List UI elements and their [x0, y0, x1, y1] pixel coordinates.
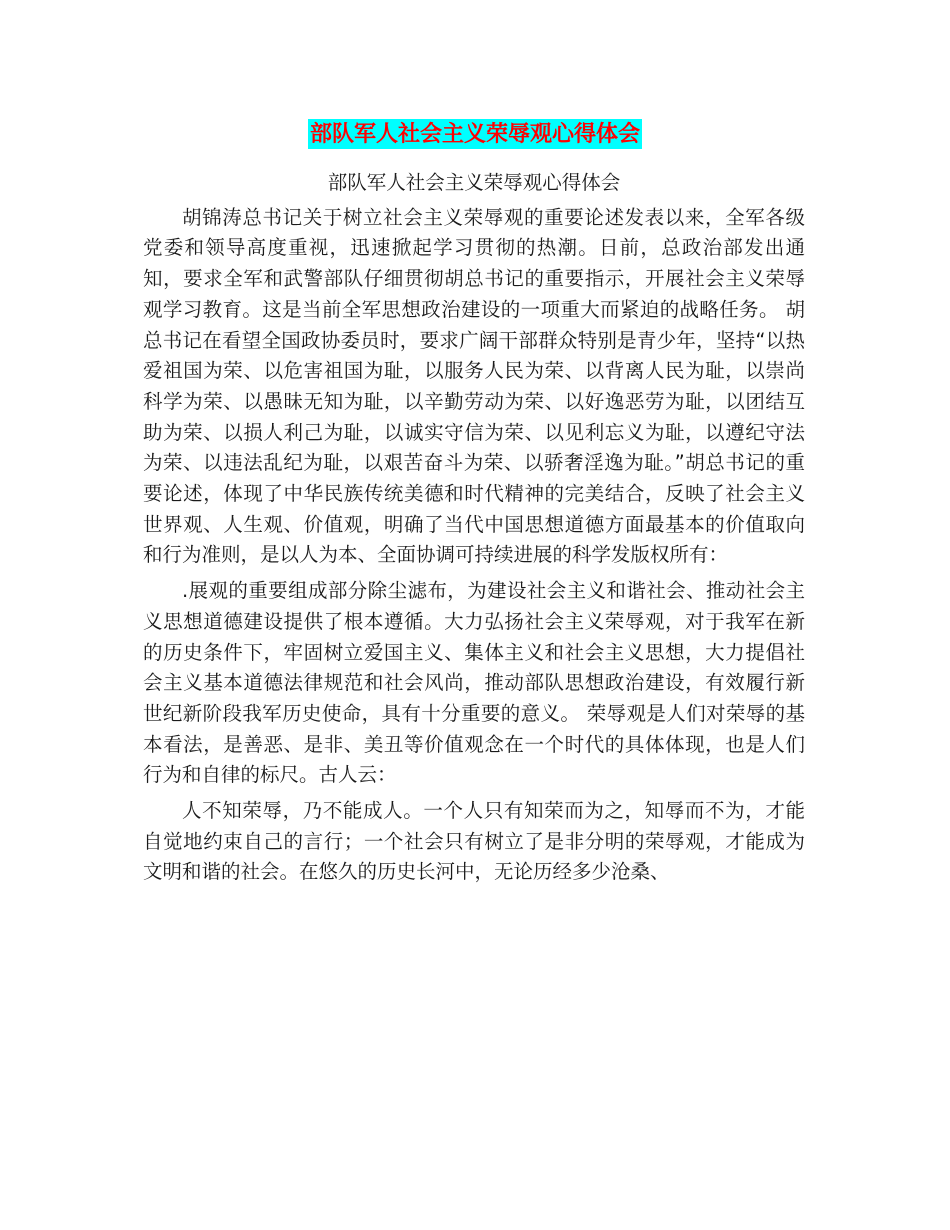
document-body	[143, 168, 805, 888]
body-paragraph: .展观的重要组成部分除尘滤布，为建设社会主义和谐社会、推动社会主义思想道德建设提供了根本遵循。大力弘扬社会主义荣辱观，对于我军在新的历史条件下，牢固树立爱国主义、集体主义和社会主义思想，大力提倡社会主义基本道德法律规范和社会风尚，推动部队思想政治建设，有效履行新世纪新阶段我军历史使命，具有十分重要的意义。 荣辱观是人们对荣辱的基本看法，是善恶、是非、美丑等价值观念在一个时代的具体体现，也是人们行为和自律的标尺。古人云：	[143, 579, 805, 787]
document-subtitle: 部队军人社会主义荣辱观心得体会	[327, 171, 621, 194]
document-title	[0, 112, 950, 149]
body-paragraph: 胡锦涛总书记关于树立社会主义荣辱观的重要论述发表以来，全军各级党委和领导高度重视，迅速掀起学习贯彻的热潮。日前，总政治部发出通知，要求全军和武警部队仔细贯彻胡总书记的重要指示，开展社会主义荣辱观学习教育。这是当前全军思想政治建设的一项重大而紧迫的战略任务。 胡总书记在看望全国政协委员时，要求广阔干部群众特别是青少年，坚持“以热爱祖国为荣、以危害祖国为耻，以服务人民为荣、以背离人民为耻，以崇尚科学为荣、以愚昧无知为耻，以辛勤劳动为荣、以好逸恶劳为耻，以团结互助为荣、以损人利己为耻，以诚实守信为荣、以见利忘义为耻，以遵纪守法为荣、以违法乱纪为耻，以艰苦奋斗为荣、以骄奢淫逸为耻。”胡总书记的重要论述，体现了中华民族传统美德和时代精神的完美结合，反映了社会主义世界观、人生观、价值观，明确了当代中国思想道德方面最基本的价值取向和行为准则，是以人为本、全面协调可持续进展的科学发版权所有：	[143, 205, 805, 567]
document-title-text: 部队军人社会主义荣辱观心得体会	[309, 121, 640, 147]
body-paragraph: 人不知荣辱，乃不能成人。一个人只有知荣而为之，知辱而不为，才能自觉地约束自己的言行；一个社会只有树立了是非分明的荣辱观，才能成为文明和谐的社会。在悠久的历史长河中，无论历经多少沧桑、	[143, 799, 805, 884]
